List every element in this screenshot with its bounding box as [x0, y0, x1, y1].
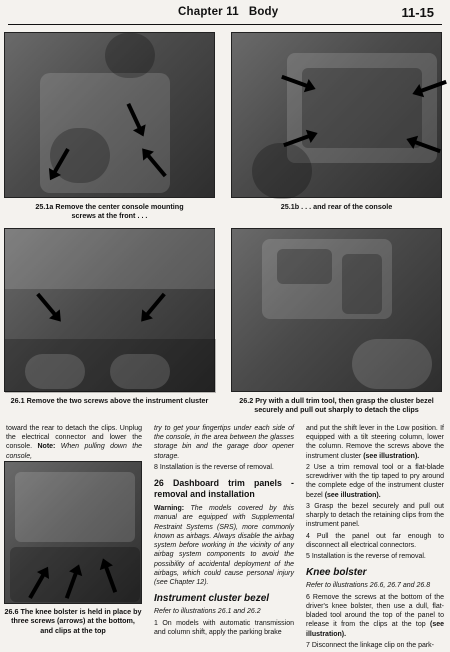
photo-instrument-cluster-screws: [4, 228, 215, 392]
text-column-3: [306, 424, 444, 652]
caption-line: screws at the front . . .: [71, 211, 148, 221]
page-header: [0, 0, 450, 26]
step-6: [306, 593, 444, 639]
illustration-reference: Refer to illustrations 26.6, 26.7 and 26.8: [306, 582, 431, 590]
warning-label: Warning:: [154, 505, 185, 513]
paragraph: try to get your fingertips under each side of the console, in the area between the glasses storage bin and the garage door opener storage.: [154, 425, 294, 460]
illustration-ref: (see illustration).: [324, 491, 381, 499]
header-rule: [8, 24, 442, 25]
paragraph: [6, 424, 142, 461]
step-paragraph: [306, 424, 444, 461]
step-1: 1 On models with automatic transmission and column shift, apply the parking brake: [154, 619, 294, 636]
figure-caption: [231, 396, 442, 415]
caption-line: 26.6 The knee bolster is held in place by: [4, 607, 142, 616]
photo-pry-cluster-bezel: [231, 228, 442, 392]
illustration-ref: (see illustration).: [306, 621, 444, 638]
caption-line: securely and pull out sharply to detach the clips: [254, 405, 419, 415]
page-number: 11-15: [401, 5, 434, 20]
warning-text: The models covered by this manual are equipped with Supplemental Restraint Systems (SRS), more commonly known as airbags. Always disable the airbag system before working in the vicinity of any airbag system components to avoid the possibility of accidental deployment of the airbags, which could cause personal injury (see Chapter 12).: [154, 505, 294, 587]
note-text: When pulling down the console,: [6, 443, 142, 460]
caption-line: 25.1b . . . and rear of the console: [280, 202, 393, 211]
step-8: 8 Installation is the reverse of removal.: [154, 463, 274, 471]
photo-center-console-front: [4, 32, 215, 198]
caption-line: three screws (arrows) at the bottom,: [11, 616, 135, 626]
step-2: [306, 463, 444, 500]
caption-line: and clips at the top: [40, 625, 106, 635]
paragraph-text: toward the rear to detach the clips. Unplug the electrical connector and lower the console.: [6, 425, 142, 451]
paragraph-text: 2 Use a trim removal tool or a flat-blade screwdriver with the tip taped to pry around the complete edge of the instrument cluster bezel: [306, 463, 444, 499]
caption-line: 26.1 Remove the two screws above the instrument cluster: [10, 396, 209, 405]
figure-caption: [231, 202, 442, 211]
step-4: 4 Pull the panel out far enough to disconnect all electrical connectors.: [306, 532, 444, 549]
warning-paragraph: [154, 504, 294, 587]
section-heading: 26 Dashboard trim panels - removal and installation: [154, 478, 294, 500]
chapter-title: Body: [248, 6, 279, 18]
chapter-label: [178, 6, 278, 18]
illustration-reference: Refer to illustrations 26.1 and 26.2: [154, 608, 261, 616]
paragraph-text: 6 Remove the screws at the bottom of the driver's knee bolster, then use a dull, flat-bladed tool around the top of the panel to release it from the clips at the top: [306, 593, 444, 629]
step-5: 5 Installation is the reverse of removal.: [306, 553, 426, 561]
paragraph-text: and put the shift lever in the Low position. If equipped with a tilt steering column, lower the column. Remove the screws above the instrument cluster: [306, 425, 444, 460]
figure-caption: [4, 202, 215, 221]
step-7: 7 Disconnect the linkage clip on the park-: [306, 641, 435, 649]
text-column-2: [154, 424, 294, 639]
figure-caption: [4, 396, 215, 405]
text-column-1: [6, 424, 142, 463]
illustration-ref: (see illustration).: [363, 452, 420, 460]
arrow-icon: [36, 293, 58, 319]
step-3: 3 Grasp the bezel securely and pull out sharply to detach the retaining clips from the instrument panel.: [306, 502, 444, 529]
note-label: Note:: [37, 443, 56, 451]
caption-line: 26.2 Pry with a dull trim tool, then grasp the cluster bezel: [239, 396, 434, 405]
subheading: Instrument cluster bezel: [154, 593, 270, 605]
chapter-number: Chapter 11: [178, 6, 239, 18]
arrow-icon: [143, 293, 165, 319]
photo-knee-bolster-screws: [4, 461, 142, 604]
subheading: Knee bolster: [306, 567, 367, 579]
figure-caption: [4, 607, 142, 635]
caption-line: 25.1a Remove the center console mounting: [35, 202, 184, 211]
photo-center-console-rear: [231, 32, 442, 198]
